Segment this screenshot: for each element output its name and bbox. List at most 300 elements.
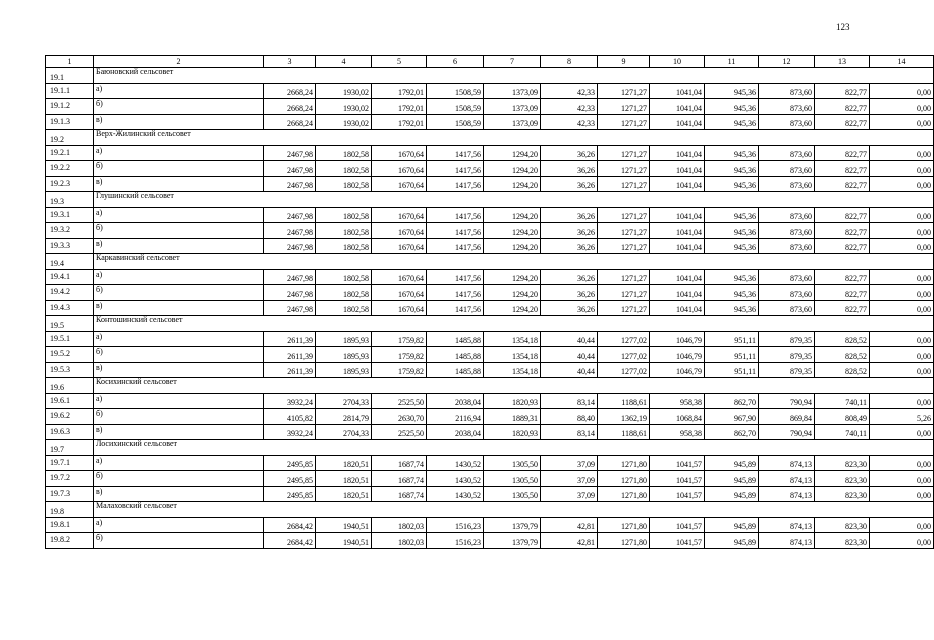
section-code: 19.4 bbox=[46, 254, 94, 270]
row-code: 19.6.1 bbox=[46, 393, 94, 409]
value-cell: 1930,02 bbox=[316, 83, 372, 99]
row-variant: а) bbox=[94, 393, 264, 409]
value-cell: 0,00 bbox=[870, 517, 934, 533]
value-cell: 0,00 bbox=[870, 393, 934, 409]
value-cell: 1046,79 bbox=[650, 347, 705, 363]
value-cell: 1792,01 bbox=[372, 83, 427, 99]
value-cell: 1417,56 bbox=[427, 176, 484, 192]
value-cell: 1373,09 bbox=[484, 114, 541, 130]
value-cell: 945,89 bbox=[705, 455, 759, 471]
value-cell: 1485,88 bbox=[427, 362, 484, 378]
header-cell: 9 bbox=[598, 56, 650, 68]
section-title: Каркавинский сельсовет bbox=[94, 254, 934, 270]
value-cell: 879,35 bbox=[759, 331, 815, 347]
value-cell: 1516,23 bbox=[427, 517, 484, 533]
value-cell: 2495,85 bbox=[264, 455, 316, 471]
value-cell: 2525,50 bbox=[372, 393, 427, 409]
value-cell: 1041,04 bbox=[650, 238, 705, 254]
row-code: 19.1.3 bbox=[46, 114, 94, 130]
value-cell: 1305,50 bbox=[484, 486, 541, 502]
value-cell: 874,13 bbox=[759, 517, 815, 533]
row-variant: б) bbox=[94, 285, 264, 301]
value-cell: 0,00 bbox=[870, 486, 934, 502]
value-cell: 1271,80 bbox=[598, 486, 650, 502]
table-row bbox=[46, 362, 934, 378]
table-row bbox=[46, 455, 934, 471]
value-cell: 828,52 bbox=[815, 331, 870, 347]
value-cell: 873,60 bbox=[759, 207, 815, 223]
header-cell: 4 bbox=[316, 56, 372, 68]
value-cell: 873,60 bbox=[759, 176, 815, 192]
value-cell: 0,00 bbox=[870, 533, 934, 549]
page-number: 123 bbox=[836, 22, 850, 32]
value-cell: 36,26 bbox=[541, 269, 598, 285]
value-cell: 1759,82 bbox=[372, 331, 427, 347]
value-cell: 2814,79 bbox=[316, 409, 372, 425]
row-variant: б) bbox=[94, 409, 264, 425]
value-cell: 945,36 bbox=[705, 145, 759, 161]
value-cell: 874,13 bbox=[759, 533, 815, 549]
header-cell: 11 bbox=[705, 56, 759, 68]
value-cell: 36,26 bbox=[541, 176, 598, 192]
section-code: 19.7 bbox=[46, 440, 94, 456]
value-cell: 83,14 bbox=[541, 393, 598, 409]
row-code: 19.4.3 bbox=[46, 300, 94, 316]
value-cell: 1802,58 bbox=[316, 238, 372, 254]
value-cell: 822,77 bbox=[815, 300, 870, 316]
value-cell: 1670,64 bbox=[372, 207, 427, 223]
row-variant: в) bbox=[94, 300, 264, 316]
row-variant: в) bbox=[94, 176, 264, 192]
value-cell: 874,13 bbox=[759, 471, 815, 487]
value-cell: 2467,98 bbox=[264, 269, 316, 285]
value-cell: 1379,79 bbox=[484, 517, 541, 533]
row-variant: в) bbox=[94, 486, 264, 502]
value-cell: 951,11 bbox=[705, 347, 759, 363]
value-cell: 1670,64 bbox=[372, 161, 427, 177]
row-variant: а) bbox=[94, 331, 264, 347]
value-cell: 873,60 bbox=[759, 99, 815, 115]
row-code: 19.5.3 bbox=[46, 362, 94, 378]
value-cell: 945,36 bbox=[705, 161, 759, 177]
value-cell: 2611,39 bbox=[264, 362, 316, 378]
value-cell: 822,77 bbox=[815, 161, 870, 177]
value-cell: 1802,58 bbox=[316, 223, 372, 239]
table-row bbox=[46, 83, 934, 99]
value-cell: 2668,24 bbox=[264, 99, 316, 115]
row-variant: а) bbox=[94, 517, 264, 533]
value-cell: 1046,79 bbox=[650, 362, 705, 378]
value-cell: 1271,27 bbox=[598, 207, 650, 223]
value-cell: 1046,79 bbox=[650, 331, 705, 347]
row-code: 19.4.1 bbox=[46, 269, 94, 285]
header-cell: 8 bbox=[541, 56, 598, 68]
value-cell: 1417,56 bbox=[427, 238, 484, 254]
value-cell: 1277,02 bbox=[598, 347, 650, 363]
value-cell: 1373,09 bbox=[484, 83, 541, 99]
value-cell: 1670,64 bbox=[372, 176, 427, 192]
value-cell: 1041,04 bbox=[650, 145, 705, 161]
value-cell: 1294,20 bbox=[484, 207, 541, 223]
value-cell: 822,77 bbox=[815, 207, 870, 223]
value-cell: 1305,50 bbox=[484, 455, 541, 471]
value-cell: 1271,27 bbox=[598, 176, 650, 192]
value-cell: 874,13 bbox=[759, 486, 815, 502]
value-cell: 1670,64 bbox=[372, 300, 427, 316]
value-cell: 823,30 bbox=[815, 533, 870, 549]
value-cell: 40,44 bbox=[541, 362, 598, 378]
value-cell: 5,26 bbox=[870, 409, 934, 425]
value-cell: 1271,27 bbox=[598, 300, 650, 316]
value-cell: 823,30 bbox=[815, 486, 870, 502]
value-cell: 1271,27 bbox=[598, 114, 650, 130]
value-cell: 1041,04 bbox=[650, 300, 705, 316]
row-variant: б) bbox=[94, 161, 264, 177]
value-cell: 1430,52 bbox=[427, 486, 484, 502]
value-cell: 808,49 bbox=[815, 409, 870, 425]
section-code: 19.1 bbox=[46, 68, 94, 84]
value-cell: 1271,27 bbox=[598, 285, 650, 301]
value-cell: 1792,01 bbox=[372, 114, 427, 130]
value-cell: 873,60 bbox=[759, 161, 815, 177]
value-cell: 1041,57 bbox=[650, 517, 705, 533]
value-cell: 822,77 bbox=[815, 223, 870, 239]
table-row bbox=[46, 517, 934, 533]
value-cell: 4105,82 bbox=[264, 409, 316, 425]
value-cell: 1508,59 bbox=[427, 83, 484, 99]
value-cell: 1889,31 bbox=[484, 409, 541, 425]
row-code: 19.1.1 bbox=[46, 83, 94, 99]
header-cell: 12 bbox=[759, 56, 815, 68]
header-row bbox=[46, 56, 934, 68]
value-cell: 0,00 bbox=[870, 114, 934, 130]
value-cell: 3932,24 bbox=[264, 393, 316, 409]
value-cell: 1670,64 bbox=[372, 238, 427, 254]
section-row bbox=[46, 130, 934, 146]
header-cell: 5 bbox=[372, 56, 427, 68]
table-row bbox=[46, 223, 934, 239]
value-cell: 1041,04 bbox=[650, 176, 705, 192]
table-row bbox=[46, 486, 934, 502]
value-cell: 3932,24 bbox=[264, 424, 316, 440]
value-cell: 874,13 bbox=[759, 455, 815, 471]
row-code: 19.2.1 bbox=[46, 145, 94, 161]
value-cell: 822,77 bbox=[815, 176, 870, 192]
value-cell: 1820,93 bbox=[484, 424, 541, 440]
value-cell: 0,00 bbox=[870, 269, 934, 285]
row-variant: а) bbox=[94, 269, 264, 285]
row-code: 19.5.1 bbox=[46, 331, 94, 347]
row-code: 19.5.2 bbox=[46, 347, 94, 363]
value-cell: 879,35 bbox=[759, 362, 815, 378]
section-title: Глушинский сельсовет bbox=[94, 192, 934, 208]
value-cell: 2704,33 bbox=[316, 424, 372, 440]
section-code: 19.5 bbox=[46, 316, 94, 332]
value-cell: 1188,61 bbox=[598, 424, 650, 440]
value-cell: 945,89 bbox=[705, 471, 759, 487]
value-cell: 958,38 bbox=[650, 424, 705, 440]
value-cell: 83,14 bbox=[541, 424, 598, 440]
value-cell: 873,60 bbox=[759, 145, 815, 161]
value-cell: 945,36 bbox=[705, 300, 759, 316]
value-cell: 2525,50 bbox=[372, 424, 427, 440]
value-cell: 958,38 bbox=[650, 393, 705, 409]
value-cell: 42,33 bbox=[541, 114, 598, 130]
value-cell: 2495,85 bbox=[264, 471, 316, 487]
value-cell: 1417,56 bbox=[427, 269, 484, 285]
section-row bbox=[46, 68, 934, 84]
row-variant: в) bbox=[94, 424, 264, 440]
value-cell: 1895,93 bbox=[316, 331, 372, 347]
value-cell: 1041,57 bbox=[650, 533, 705, 549]
value-cell: 1820,51 bbox=[316, 455, 372, 471]
section-title: Верх-Жилинский сельсовет bbox=[94, 130, 934, 146]
row-code: 19.6.3 bbox=[46, 424, 94, 440]
section-row bbox=[46, 316, 934, 332]
value-cell: 823,30 bbox=[815, 455, 870, 471]
value-cell: 36,26 bbox=[541, 223, 598, 239]
row-code: 19.8.2 bbox=[46, 533, 94, 549]
value-cell: 0,00 bbox=[870, 455, 934, 471]
row-code: 19.1.2 bbox=[46, 99, 94, 115]
value-cell: 1802,03 bbox=[372, 517, 427, 533]
value-cell: 1271,80 bbox=[598, 455, 650, 471]
table-row bbox=[46, 347, 934, 363]
value-cell: 945,36 bbox=[705, 223, 759, 239]
row-code: 19.7.2 bbox=[46, 471, 94, 487]
value-cell: 1802,58 bbox=[316, 285, 372, 301]
header-cell: 3 bbox=[264, 56, 316, 68]
table-row bbox=[46, 207, 934, 223]
value-cell: 1820,93 bbox=[484, 393, 541, 409]
value-cell: 862,70 bbox=[705, 393, 759, 409]
row-code: 19.8.1 bbox=[46, 517, 94, 533]
value-cell: 2467,98 bbox=[264, 285, 316, 301]
value-cell: 2467,98 bbox=[264, 161, 316, 177]
value-cell: 790,94 bbox=[759, 393, 815, 409]
value-cell: 0,00 bbox=[870, 223, 934, 239]
value-cell: 828,52 bbox=[815, 347, 870, 363]
value-cell: 1802,58 bbox=[316, 269, 372, 285]
table-row bbox=[46, 533, 934, 549]
row-code: 19.2.2 bbox=[46, 161, 94, 177]
row-code: 19.3.1 bbox=[46, 207, 94, 223]
row-variant: б) bbox=[94, 347, 264, 363]
value-cell: 1417,56 bbox=[427, 223, 484, 239]
value-cell: 1294,20 bbox=[484, 223, 541, 239]
value-cell: 1277,02 bbox=[598, 331, 650, 347]
value-cell: 1485,88 bbox=[427, 331, 484, 347]
row-variant: б) bbox=[94, 99, 264, 115]
value-cell: 822,77 bbox=[815, 83, 870, 99]
value-cell: 0,00 bbox=[870, 145, 934, 161]
value-cell: 40,44 bbox=[541, 347, 598, 363]
value-cell: 36,26 bbox=[541, 300, 598, 316]
value-cell: 1379,79 bbox=[484, 533, 541, 549]
value-cell: 945,36 bbox=[705, 114, 759, 130]
value-cell: 828,52 bbox=[815, 362, 870, 378]
section-title: Контошинский сельсовет bbox=[94, 316, 934, 332]
value-cell: 1294,20 bbox=[484, 238, 541, 254]
value-cell: 0,00 bbox=[870, 83, 934, 99]
row-code: 19.4.2 bbox=[46, 285, 94, 301]
value-cell: 1294,20 bbox=[484, 161, 541, 177]
value-cell: 1271,27 bbox=[598, 238, 650, 254]
section-title: Баюновский сельсовет bbox=[94, 68, 934, 84]
value-cell: 1271,27 bbox=[598, 161, 650, 177]
value-cell: 951,11 bbox=[705, 331, 759, 347]
value-cell: 0,00 bbox=[870, 347, 934, 363]
header-cell: 7 bbox=[484, 56, 541, 68]
value-cell: 2611,39 bbox=[264, 347, 316, 363]
value-cell: 945,36 bbox=[705, 285, 759, 301]
value-cell: 967,90 bbox=[705, 409, 759, 425]
value-cell: 1041,04 bbox=[650, 161, 705, 177]
value-cell: 1271,27 bbox=[598, 145, 650, 161]
value-cell: 0,00 bbox=[870, 471, 934, 487]
value-cell: 1759,82 bbox=[372, 362, 427, 378]
value-cell: 2684,42 bbox=[264, 533, 316, 549]
header-cell: 14 bbox=[870, 56, 934, 68]
value-cell: 1041,04 bbox=[650, 83, 705, 99]
value-cell: 2467,98 bbox=[264, 300, 316, 316]
section-code: 19.8 bbox=[46, 502, 94, 518]
value-cell: 945,36 bbox=[705, 238, 759, 254]
value-cell: 1670,64 bbox=[372, 269, 427, 285]
value-cell: 1687,74 bbox=[372, 455, 427, 471]
section-row bbox=[46, 502, 934, 518]
value-cell: 1820,51 bbox=[316, 471, 372, 487]
value-cell: 1759,82 bbox=[372, 347, 427, 363]
section-row bbox=[46, 378, 934, 394]
value-cell: 1508,59 bbox=[427, 99, 484, 115]
value-cell: 1687,74 bbox=[372, 486, 427, 502]
value-cell: 1041,04 bbox=[650, 114, 705, 130]
value-cell: 2467,98 bbox=[264, 145, 316, 161]
value-cell: 1362,19 bbox=[598, 409, 650, 425]
header-cell: 10 bbox=[650, 56, 705, 68]
value-cell: 0,00 bbox=[870, 207, 934, 223]
row-variant: в) bbox=[94, 114, 264, 130]
value-cell: 1516,23 bbox=[427, 533, 484, 549]
value-cell: 1930,02 bbox=[316, 114, 372, 130]
value-cell: 945,36 bbox=[705, 269, 759, 285]
value-cell: 36,26 bbox=[541, 285, 598, 301]
value-cell: 0,00 bbox=[870, 300, 934, 316]
value-cell: 2116,94 bbox=[427, 409, 484, 425]
value-cell: 1294,20 bbox=[484, 285, 541, 301]
value-cell: 1670,64 bbox=[372, 285, 427, 301]
value-cell: 1041,04 bbox=[650, 99, 705, 115]
value-cell: 37,09 bbox=[541, 455, 598, 471]
row-variant: в) bbox=[94, 362, 264, 378]
value-cell: 0,00 bbox=[870, 238, 934, 254]
value-cell: 1271,27 bbox=[598, 83, 650, 99]
value-cell: 873,60 bbox=[759, 83, 815, 99]
section-title: Косихинский сельсовет bbox=[94, 378, 934, 394]
row-code: 19.3.2 bbox=[46, 223, 94, 239]
value-cell: 2630,70 bbox=[372, 409, 427, 425]
table-row bbox=[46, 409, 934, 425]
value-cell: 1354,18 bbox=[484, 331, 541, 347]
value-cell: 1417,56 bbox=[427, 207, 484, 223]
value-cell: 873,60 bbox=[759, 285, 815, 301]
value-cell: 1271,27 bbox=[598, 269, 650, 285]
value-cell: 945,36 bbox=[705, 99, 759, 115]
value-cell: 2467,98 bbox=[264, 207, 316, 223]
value-cell: 1294,20 bbox=[484, 300, 541, 316]
table-row bbox=[46, 145, 934, 161]
table-row bbox=[46, 393, 934, 409]
value-cell: 40,44 bbox=[541, 331, 598, 347]
value-cell: 823,30 bbox=[815, 517, 870, 533]
value-cell: 1430,52 bbox=[427, 455, 484, 471]
table-row bbox=[46, 161, 934, 177]
section-row bbox=[46, 254, 934, 270]
section-title: Малаховский сельсовет bbox=[94, 502, 934, 518]
value-cell: 2467,98 bbox=[264, 176, 316, 192]
value-cell: 2467,98 bbox=[264, 238, 316, 254]
table-header bbox=[46, 56, 934, 68]
header-cell: 2 bbox=[94, 56, 264, 68]
value-cell: 869,84 bbox=[759, 409, 815, 425]
table-row bbox=[46, 424, 934, 440]
value-cell: 36,26 bbox=[541, 207, 598, 223]
value-cell: 1417,56 bbox=[427, 145, 484, 161]
section-title: Лосихинский сельсовет bbox=[94, 440, 934, 456]
value-cell: 822,77 bbox=[815, 285, 870, 301]
row-variant: а) bbox=[94, 455, 264, 471]
value-cell: 1271,80 bbox=[598, 517, 650, 533]
value-cell: 1670,64 bbox=[372, 145, 427, 161]
value-cell: 1294,20 bbox=[484, 269, 541, 285]
value-cell: 2038,04 bbox=[427, 393, 484, 409]
value-cell: 1041,57 bbox=[650, 471, 705, 487]
value-cell: 42,33 bbox=[541, 83, 598, 99]
value-cell: 1271,80 bbox=[598, 471, 650, 487]
value-cell: 873,60 bbox=[759, 223, 815, 239]
value-cell: 740,11 bbox=[815, 424, 870, 440]
value-cell: 2038,04 bbox=[427, 424, 484, 440]
value-cell: 822,77 bbox=[815, 114, 870, 130]
value-cell: 1792,01 bbox=[372, 99, 427, 115]
value-cell: 36,26 bbox=[541, 238, 598, 254]
value-cell: 0,00 bbox=[870, 285, 934, 301]
value-cell: 1802,58 bbox=[316, 145, 372, 161]
value-cell: 1277,02 bbox=[598, 362, 650, 378]
value-cell: 1271,80 bbox=[598, 533, 650, 549]
value-cell: 790,94 bbox=[759, 424, 815, 440]
value-cell: 1294,20 bbox=[484, 176, 541, 192]
section-row bbox=[46, 192, 934, 208]
value-cell: 37,09 bbox=[541, 471, 598, 487]
value-cell: 1041,04 bbox=[650, 285, 705, 301]
row-variant: а) bbox=[94, 83, 264, 99]
section-code: 19.3 bbox=[46, 192, 94, 208]
value-cell: 0,00 bbox=[870, 331, 934, 347]
value-cell: 1354,18 bbox=[484, 362, 541, 378]
value-cell: 951,11 bbox=[705, 362, 759, 378]
value-cell: 1802,58 bbox=[316, 207, 372, 223]
value-cell: 2611,39 bbox=[264, 331, 316, 347]
row-code: 19.3.3 bbox=[46, 238, 94, 254]
row-code: 19.2.3 bbox=[46, 176, 94, 192]
header-cell: 6 bbox=[427, 56, 484, 68]
value-cell: 1041,57 bbox=[650, 486, 705, 502]
row-variant: в) bbox=[94, 238, 264, 254]
header-cell: 13 bbox=[815, 56, 870, 68]
value-cell: 1041,57 bbox=[650, 455, 705, 471]
